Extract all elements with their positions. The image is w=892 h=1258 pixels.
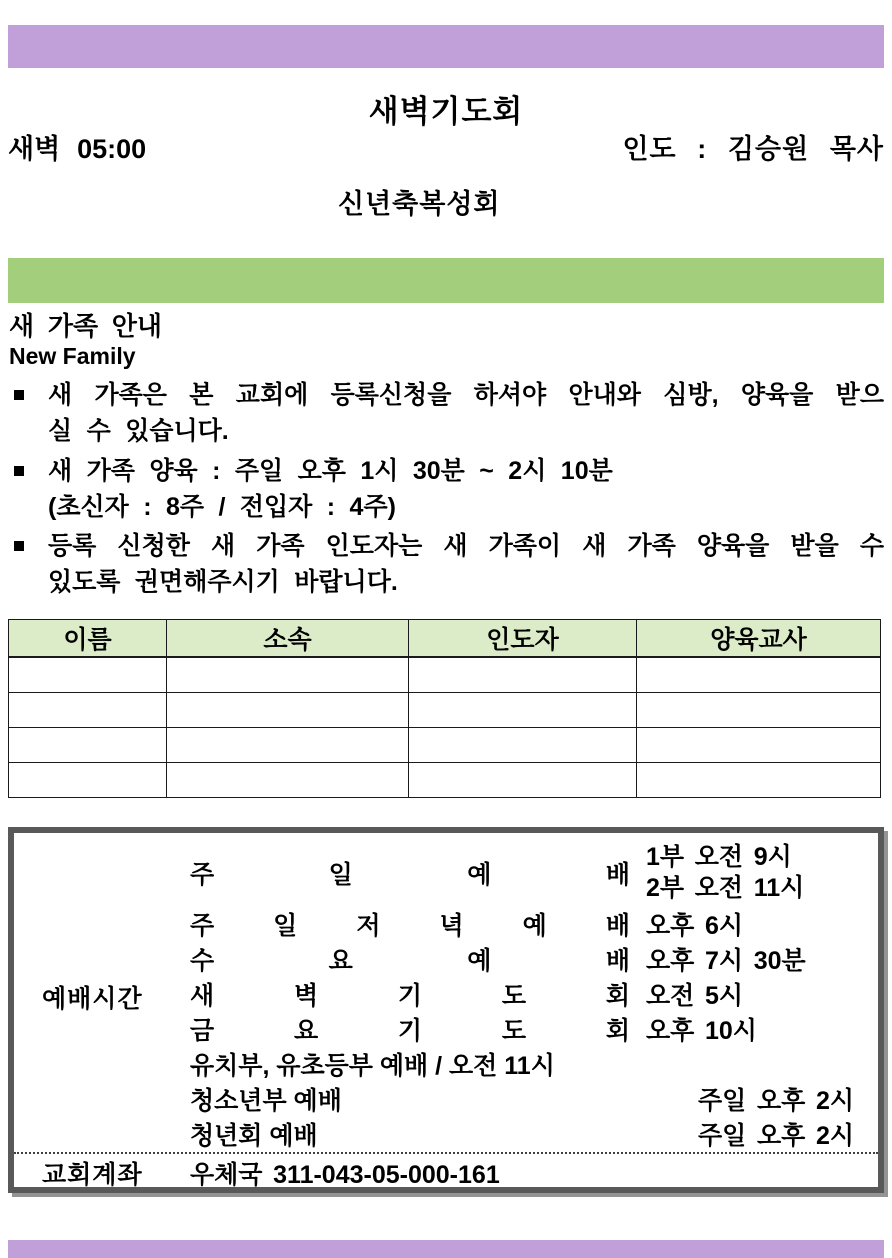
church-account-number: 우체국 311-043-05-000-161: [190, 1160, 500, 1189]
table-cell: [409, 657, 637, 693]
table-cell: [167, 693, 409, 728]
table-cell: [9, 657, 167, 693]
service-name: 주 일 저 녁 예 배: [190, 911, 630, 940]
worship-row-wednesday: [14, 941, 878, 976]
bottom-purple-banner: [8, 1240, 884, 1258]
bullet-square-icon: [14, 541, 24, 551]
new-family-title-ko: 새 가족 안내: [9, 311, 163, 341]
table-cell: [637, 657, 881, 693]
col-header-teacher: 양육교사: [637, 620, 881, 658]
service-name: 새 벽 기 도 회: [190, 981, 630, 1010]
col-header-name: 이름: [9, 620, 167, 658]
bullet1-line1: 새 가족은 본 교회에 등록신청을 하셔야 안내와 심방, 양육을 받으: [48, 381, 884, 409]
worship-row-young-adults: [14, 1116, 878, 1151]
worship-row-youth: [14, 1081, 878, 1116]
service-name: 주 일 예 배: [190, 861, 630, 889]
dawn-prayer-time: 새벽 05:00: [8, 134, 147, 164]
table-cell: [167, 657, 409, 693]
worship-times-label: 예배시간: [42, 985, 143, 1013]
bullet3-line2: 있도록 권면해주시기 바랍니다.: [48, 568, 398, 596]
table-cell: [9, 728, 167, 763]
table-cell: [409, 693, 637, 728]
bullet2-line2: (초신자 : 8주 / 전입자 : 4주): [48, 493, 396, 521]
service-time: 주일 오후 2시: [698, 1121, 855, 1150]
table-row: [9, 693, 881, 728]
table-row: [9, 657, 881, 693]
table-cell: [637, 693, 881, 728]
service-time-line: 2부 오전 11시: [646, 874, 805, 902]
service-name: 금 요 기 도 회: [190, 1016, 630, 1045]
service-name: 수 요 예 배: [190, 946, 630, 975]
new-family-title-en: New Family: [9, 343, 136, 369]
table-cell: [9, 763, 167, 798]
new-family-registration-table: [8, 619, 881, 798]
service-time: 오후 6시: [646, 911, 744, 940]
table-cell: [409, 763, 637, 798]
worship-row-friday-prayer: [14, 1011, 878, 1046]
table-cell: [637, 728, 881, 763]
table-row: [9, 763, 881, 798]
table-cell: [167, 728, 409, 763]
service-name: 청년회 예배: [190, 1121, 318, 1150]
col-header-affiliation: 소속: [167, 620, 409, 658]
dawn-prayer-title: 새벽기도회: [368, 94, 524, 129]
table-cell: [409, 728, 637, 763]
worship-row-dawn-prayer: [14, 976, 878, 1011]
service-time: 오후 7시 30분: [646, 946, 806, 975]
worship-row-sunday: [14, 840, 878, 906]
service-time-line: 1부 오전 9시: [646, 843, 792, 871]
worship-schedule-box: [8, 827, 884, 1193]
church-account-row: [14, 1152, 878, 1191]
worship-rows: [14, 833, 878, 1191]
bullet2-line1: 새 가족 양육 : 주일 오후 1시 30분 ~ 2시 10분: [48, 457, 613, 485]
service-time: 오후 10시: [646, 1016, 757, 1045]
dawn-prayer-leader: 인도 : 김승원 목사: [622, 134, 884, 164]
service-time: 주일 오후 2시: [698, 1086, 855, 1115]
bullet-square-icon: [14, 390, 24, 400]
bullet1-line2: 실 수 있습니다.: [48, 417, 229, 445]
col-header-guide: 인도자: [409, 620, 637, 658]
table-header-row: [9, 620, 881, 658]
revival-subtitle: 신년축복성회: [338, 189, 501, 219]
bullet-square-icon: [14, 466, 24, 476]
table-cell: [167, 763, 409, 798]
worship-row-children: [14, 1046, 878, 1081]
green-section-banner: [8, 258, 884, 303]
church-account-label: 교회계좌: [42, 1160, 143, 1189]
service-times: [646, 842, 804, 904]
top-purple-banner: [8, 25, 884, 68]
table-cell: [9, 693, 167, 728]
worship-row-sunday-evening: [14, 906, 878, 941]
table-row: [9, 728, 881, 763]
table-cell: [637, 763, 881, 798]
service-time: 오전 5시: [646, 981, 744, 1010]
service-name: 청소년부 예배: [190, 1086, 342, 1115]
service-name: 유치부, 유초등부 예배 / 오전 11시: [190, 1051, 555, 1080]
bullet3-line1: 등록 신청한 새 가족 인도자는 새 가족이 새 가족 양육을 받을 수: [48, 532, 884, 560]
